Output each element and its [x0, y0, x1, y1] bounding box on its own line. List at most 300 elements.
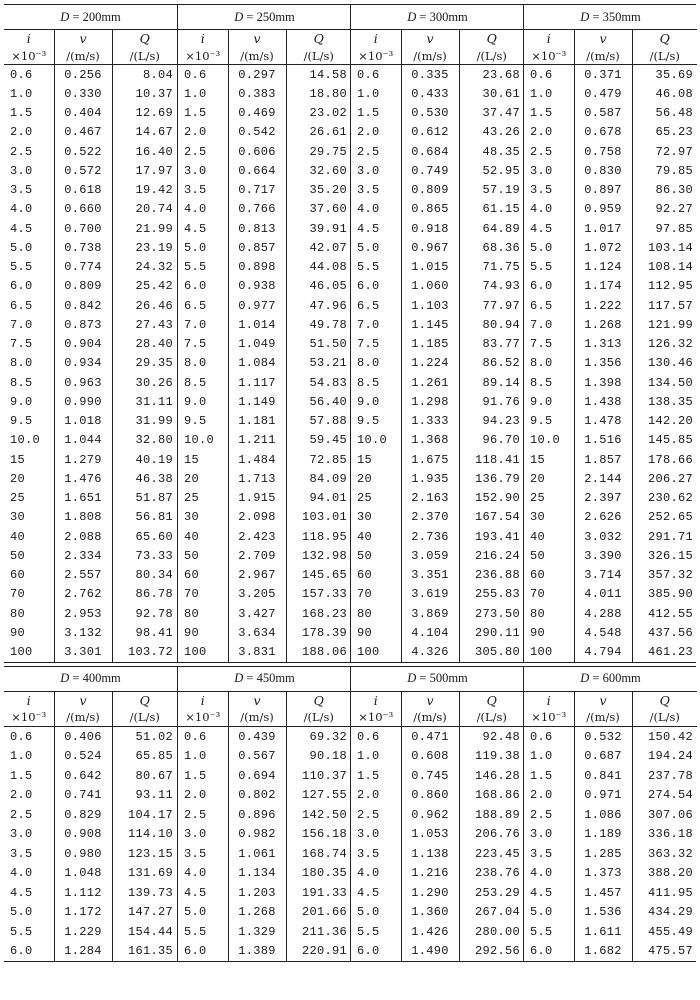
table-row [524, 219, 697, 238]
cell-slope: 4.0 [530, 866, 553, 880]
cell-flow: 83.77 [459, 335, 524, 354]
cell-flow: 8.04 [112, 65, 177, 85]
cell-slope: 7.0 [184, 317, 207, 332]
diameter-equals: = [589, 671, 603, 686]
cell-flow: 145.85 [632, 431, 697, 450]
cell-velocity: 0.918 [401, 219, 459, 238]
cell-velocity: 4.011 [574, 585, 632, 604]
cell-slope: 1.5 [184, 106, 207, 121]
table-row [351, 746, 524, 766]
cell-slope: 2.5 [10, 807, 33, 822]
cell-slope: 5.0 [10, 905, 33, 919]
cell-slope: 3.5 [530, 183, 553, 198]
cell-slope: 60 [357, 568, 373, 583]
cell-flow: 127.55 [286, 785, 351, 805]
cell-flow: 255.83 [459, 585, 524, 604]
table-row [178, 844, 351, 864]
cell-flow: 108.14 [632, 258, 697, 277]
table-row [351, 508, 524, 527]
diameter-equals: = [243, 9, 257, 24]
cell-flow: 97.85 [632, 219, 697, 238]
cell-slope: 4.5 [357, 885, 380, 900]
table-row [524, 508, 697, 527]
col-i-unit: ×10⁻³ [524, 709, 574, 727]
cell-flow: 363.32 [632, 844, 697, 864]
col-q-unit: /(L/s) [632, 47, 697, 65]
table-row [524, 161, 697, 180]
cell-velocity: 0.297 [228, 65, 286, 85]
cell-velocity: 0.982 [228, 824, 286, 844]
table-row [178, 431, 351, 450]
col-q-symbol: Q [632, 30, 697, 48]
cell-velocity: 1.298 [401, 392, 459, 411]
table-row [178, 585, 351, 604]
diameter-header [178, 5, 351, 30]
table-row [524, 412, 697, 431]
table-row [4, 181, 177, 200]
cell-slope: 90 [184, 625, 200, 640]
cell-velocity: 2.626 [574, 508, 632, 527]
cell-velocity: 0.745 [401, 766, 459, 786]
table-row [4, 489, 177, 508]
col-i-unit: ×10⁻³ [178, 47, 228, 65]
table-row [524, 643, 697, 662]
cell-velocity: 0.758 [574, 142, 632, 161]
cell-velocity: 3.351 [401, 566, 459, 585]
cell-flow: 31.11 [112, 392, 177, 411]
table-row [524, 746, 697, 766]
table-row [178, 104, 351, 123]
cell-slope: 100 [357, 645, 380, 660]
table-row [524, 844, 697, 864]
table-row [524, 922, 697, 942]
cell-slope: 6.0 [357, 944, 380, 958]
cell-velocity: 1.329 [228, 922, 286, 942]
cell-velocity: 1.333 [401, 412, 459, 431]
table-row [178, 508, 351, 527]
diameter-table [351, 5, 524, 662]
table-row [524, 258, 697, 277]
cell-velocity: 4.288 [574, 604, 632, 623]
cell-velocity: 1.808 [54, 508, 112, 527]
cell-flow: 74.93 [459, 277, 524, 296]
table-row [178, 296, 351, 315]
cell-velocity: 1.084 [228, 354, 286, 373]
cell-flow: 46.08 [632, 84, 697, 103]
cell-slope: 90 [357, 625, 373, 640]
cell-velocity: 1.373 [574, 863, 632, 883]
table-row [4, 863, 177, 883]
col-i-symbol: i [200, 31, 205, 46]
cell-flow: 220.91 [286, 941, 351, 961]
table-row [351, 844, 524, 864]
cell-velocity: 2.088 [54, 527, 112, 546]
diameter-group [4, 5, 177, 662]
diameter-symbol: D [407, 9, 417, 24]
cell-flow: 138.35 [632, 392, 697, 411]
cell-velocity: 0.469 [228, 104, 286, 123]
cell-velocity: 1.018 [54, 412, 112, 431]
diameter-value: 400mm [82, 671, 121, 686]
table-row [178, 277, 351, 296]
cell-velocity: 1.284 [54, 941, 112, 961]
cell-velocity: 0.774 [54, 258, 112, 277]
cell-flow: 238.76 [459, 863, 524, 883]
cell-velocity: 1.478 [574, 412, 632, 431]
cell-flow: 178.39 [286, 623, 351, 642]
cell-flow: 161.35 [112, 941, 177, 961]
cell-velocity: 1.224 [401, 354, 459, 373]
table-row [4, 315, 177, 334]
col-i-unit: ×10⁻³ [351, 709, 401, 727]
cell-flow: 273.50 [459, 604, 524, 623]
cell-velocity: 1.611 [574, 922, 632, 942]
cell-flow: 57.88 [286, 412, 351, 431]
table-row [4, 238, 177, 257]
cell-velocity: 0.467 [54, 123, 112, 142]
table-row [4, 623, 177, 642]
table-row [178, 766, 351, 786]
table-row [351, 104, 524, 123]
table-row [351, 585, 524, 604]
cell-flow: 118.41 [459, 450, 524, 469]
table-row [4, 902, 177, 922]
cell-velocity: 2.953 [54, 604, 112, 623]
cell-velocity: 0.606 [228, 142, 286, 161]
cell-slope: 0.6 [530, 67, 553, 82]
cell-flow: 168.74 [286, 844, 351, 864]
cell-flow: 193.41 [459, 527, 524, 546]
table-row [524, 200, 697, 219]
cell-velocity: 1.290 [401, 883, 459, 903]
diameter-equals: = [416, 671, 430, 686]
table-row [351, 84, 524, 103]
cell-slope: 25 [10, 491, 26, 506]
cell-velocity: 0.330 [54, 84, 112, 103]
cell-slope: 2.0 [530, 788, 553, 802]
cell-flow: 154.44 [112, 922, 177, 942]
cell-slope: 4.0 [184, 202, 207, 217]
cell-velocity: 2.163 [401, 489, 459, 508]
cell-slope: 90 [10, 625, 26, 640]
cell-velocity: 2.144 [574, 469, 632, 488]
cell-velocity: 0.678 [574, 123, 632, 142]
cell-flow: 49.78 [286, 315, 351, 334]
cell-flow: 92.78 [112, 604, 177, 623]
cell-flow: 77.97 [459, 296, 524, 315]
col-i-symbol: i [26, 31, 31, 46]
cell-velocity: 0.809 [401, 181, 459, 200]
cell-slope: 3.0 [184, 827, 207, 841]
cell-slope: 50 [10, 548, 26, 563]
table-row [351, 941, 524, 961]
cell-flow: 18.80 [286, 84, 351, 103]
cell-velocity: 1.313 [574, 335, 632, 354]
col-q-symbol: Q [459, 30, 524, 48]
cell-flow: 211.36 [286, 922, 351, 942]
cell-flow: 455.49 [632, 922, 697, 942]
cell-flow: 237.78 [632, 766, 697, 786]
cell-slope: 3.0 [357, 163, 380, 178]
diameter-header [178, 667, 351, 692]
table-row [524, 315, 697, 334]
table-row [351, 296, 524, 315]
cell-velocity: 0.934 [54, 354, 112, 373]
table-row [351, 123, 524, 142]
cell-velocity: 0.813 [228, 219, 286, 238]
cell-velocity: 1.181 [228, 412, 286, 431]
table-row [351, 335, 524, 354]
table-row [351, 766, 524, 786]
table-row [4, 354, 177, 373]
diameter-value: 250mm [256, 9, 295, 24]
cell-flow: 290.11 [459, 623, 524, 642]
diameter-header [524, 5, 697, 30]
cell-velocity: 0.642 [54, 766, 112, 786]
table-row [178, 65, 351, 85]
cell-velocity: 1.457 [574, 883, 632, 903]
cell-flow: 119.38 [459, 746, 524, 766]
cell-flow: 25.42 [112, 277, 177, 296]
table-row [178, 412, 351, 431]
cell-slope: 9.0 [530, 394, 553, 409]
cell-slope: 20 [357, 471, 373, 486]
cell-flow: 292.56 [459, 941, 524, 961]
cell-slope: 25 [184, 491, 200, 506]
cell-velocity: 1.398 [574, 373, 632, 392]
cell-flow: 23.68 [459, 65, 524, 85]
table-row [4, 469, 177, 488]
cell-slope: 6.0 [530, 944, 553, 958]
cell-velocity: 0.687 [574, 746, 632, 766]
cell-velocity: 0.830 [574, 161, 632, 180]
cell-flow: 411.95 [632, 883, 697, 903]
table-row [351, 412, 524, 431]
table-row [524, 238, 697, 257]
table-row [524, 277, 697, 296]
cell-flow: 57.19 [459, 181, 524, 200]
cell-flow: 53.21 [286, 354, 351, 373]
cell-flow: 236.88 [459, 566, 524, 585]
cell-flow: 89.14 [459, 373, 524, 392]
cell-velocity: 1.172 [54, 902, 112, 922]
table-row [351, 142, 524, 161]
cell-flow: 437.56 [632, 623, 697, 642]
cell-flow: 307.06 [632, 805, 697, 825]
cell-slope: 4.5 [530, 885, 553, 900]
cell-slope: 1.5 [357, 106, 380, 121]
col-i-unit: ×10⁻³ [351, 47, 401, 65]
cell-velocity: 2.098 [228, 508, 286, 527]
table-row [351, 392, 524, 411]
cell-slope: 6.5 [184, 298, 207, 313]
cell-velocity: 0.896 [228, 805, 286, 825]
cell-slope: 5.5 [530, 924, 553, 939]
table-row [178, 258, 351, 277]
table-row [178, 566, 351, 585]
col-i-symbol: i [373, 31, 378, 46]
cell-velocity: 1.072 [574, 238, 632, 257]
diameter-group [177, 5, 350, 662]
cell-slope: 4.5 [530, 221, 553, 236]
cell-velocity: 4.794 [574, 643, 632, 662]
cell-flow: 29.35 [112, 354, 177, 373]
cell-flow: 35.20 [286, 181, 351, 200]
table-row [351, 785, 524, 805]
cell-velocity: 4.104 [401, 623, 459, 642]
table-row [4, 373, 177, 392]
cell-slope: 10.0 [530, 433, 561, 448]
cell-velocity: 0.694 [228, 766, 286, 786]
table-row [4, 922, 177, 942]
cell-flow: 206.76 [459, 824, 524, 844]
cell-slope: 9.5 [357, 414, 380, 429]
table-row [524, 431, 697, 450]
table-row [351, 354, 524, 373]
cell-flow: 16.40 [112, 142, 177, 161]
table-row [351, 219, 524, 238]
col-v-symbol: v [54, 691, 112, 709]
cell-velocity: 3.301 [54, 643, 112, 662]
col-v-symbol: v [401, 691, 459, 709]
cell-velocity: 1.484 [228, 450, 286, 469]
cell-slope: 3.5 [357, 846, 380, 861]
table-row [524, 296, 697, 315]
cell-velocity: 0.741 [54, 785, 112, 805]
col-v-unit: /(m/s) [574, 709, 632, 727]
cell-slope: 9.5 [530, 414, 553, 429]
cell-flow: 86.30 [632, 181, 697, 200]
cell-flow: 93.11 [112, 785, 177, 805]
cell-velocity: 0.841 [574, 766, 632, 786]
cell-velocity: 0.439 [228, 726, 286, 746]
cell-flow: 31.99 [112, 412, 177, 431]
table-row [4, 123, 177, 142]
cell-flow: 54.83 [286, 373, 351, 392]
cell-slope: 1.0 [530, 86, 553, 101]
cell-slope: 15 [357, 452, 373, 467]
cell-velocity: 2.423 [228, 527, 286, 546]
cell-flow: 252.65 [632, 508, 697, 527]
cell-flow: 23.02 [286, 104, 351, 123]
cell-velocity: 1.211 [228, 431, 286, 450]
cell-flow: 110.37 [286, 766, 351, 786]
cell-velocity: 0.980 [54, 844, 112, 864]
cell-velocity: 1.356 [574, 354, 632, 373]
cell-flow: 44.08 [286, 258, 351, 277]
cell-slope: 80 [10, 606, 26, 621]
cell-flow: 90.18 [286, 746, 351, 766]
cell-slope: 4.0 [184, 866, 207, 880]
cell-velocity: 4.548 [574, 623, 632, 642]
cell-velocity: 3.619 [401, 585, 459, 604]
table-row [4, 450, 177, 469]
cell-slope: 7.5 [357, 337, 380, 352]
cell-velocity: 1.049 [228, 335, 286, 354]
cell-slope: 7.5 [184, 337, 207, 352]
cell-flow: 178.66 [632, 450, 697, 469]
cell-velocity: 3.205 [228, 585, 286, 604]
cell-slope: 100 [10, 645, 33, 660]
cell-flow: 188.06 [286, 643, 351, 662]
table-row [4, 508, 177, 527]
cell-flow: 336.18 [632, 824, 697, 844]
table-row [178, 335, 351, 354]
cell-slope: 0.6 [530, 729, 553, 744]
cell-slope: 8.0 [530, 356, 553, 371]
diameter-header [524, 667, 697, 692]
diameter-table [351, 667, 524, 961]
col-q-unit: /(L/s) [286, 709, 351, 727]
table-row [524, 623, 697, 642]
cell-slope: 20 [184, 471, 200, 486]
table-row [4, 746, 177, 766]
cell-flow: 42.07 [286, 238, 351, 257]
cell-flow: 69.32 [286, 726, 351, 746]
cell-velocity: 0.959 [574, 200, 632, 219]
cell-velocity: 1.516 [574, 431, 632, 450]
cell-slope: 4.0 [10, 202, 33, 217]
table-row [351, 65, 524, 85]
cell-slope: 1.5 [10, 106, 33, 121]
cell-flow: 150.42 [632, 726, 697, 746]
cell-slope: 4.0 [357, 866, 380, 880]
cell-flow: 32.80 [112, 431, 177, 450]
col-v-symbol: v [574, 691, 632, 709]
cell-velocity: 0.471 [401, 726, 459, 746]
cell-flow: 14.67 [112, 123, 177, 142]
table-row [524, 824, 697, 844]
cell-velocity: 1.935 [401, 469, 459, 488]
table-row [4, 258, 177, 277]
cell-flow: 216.24 [459, 546, 524, 565]
cell-slope: 3.0 [530, 827, 553, 841]
table-row [4, 824, 177, 844]
table-row [178, 469, 351, 488]
cell-slope: 5.0 [184, 905, 207, 919]
cell-flow: 112.95 [632, 277, 697, 296]
cell-slope: 30 [184, 510, 200, 525]
cell-slope: 9.5 [184, 414, 207, 429]
cell-velocity: 1.261 [401, 373, 459, 392]
col-i-symbol: i [546, 31, 551, 46]
cell-flow: 121.99 [632, 315, 697, 334]
cell-flow: 157.33 [286, 585, 351, 604]
cell-flow: 91.76 [459, 392, 524, 411]
diameter-equals: = [243, 671, 257, 686]
table-row [351, 469, 524, 488]
table-row [524, 805, 697, 825]
cell-slope: 7.5 [530, 337, 553, 352]
cell-slope: 80 [530, 606, 546, 621]
cell-flow: 194.24 [632, 746, 697, 766]
cell-flow: 64.89 [459, 219, 524, 238]
table-row [351, 883, 524, 903]
cell-slope: 4.5 [184, 885, 207, 900]
col-i-unit: ×10⁻³ [178, 709, 228, 727]
cell-flow: 94.01 [286, 489, 351, 508]
cell-slope: 3.5 [10, 183, 33, 198]
cell-slope: 50 [357, 548, 373, 563]
cell-flow: 104.17 [112, 805, 177, 825]
cell-slope: 0.6 [184, 67, 207, 82]
cell-slope: 1.0 [184, 86, 207, 101]
cell-velocity: 0.664 [228, 161, 286, 180]
cell-slope: 100 [530, 645, 553, 660]
cell-slope: 4.5 [10, 221, 33, 236]
cell-velocity: 2.557 [54, 566, 112, 585]
cell-flow: 114.10 [112, 824, 177, 844]
